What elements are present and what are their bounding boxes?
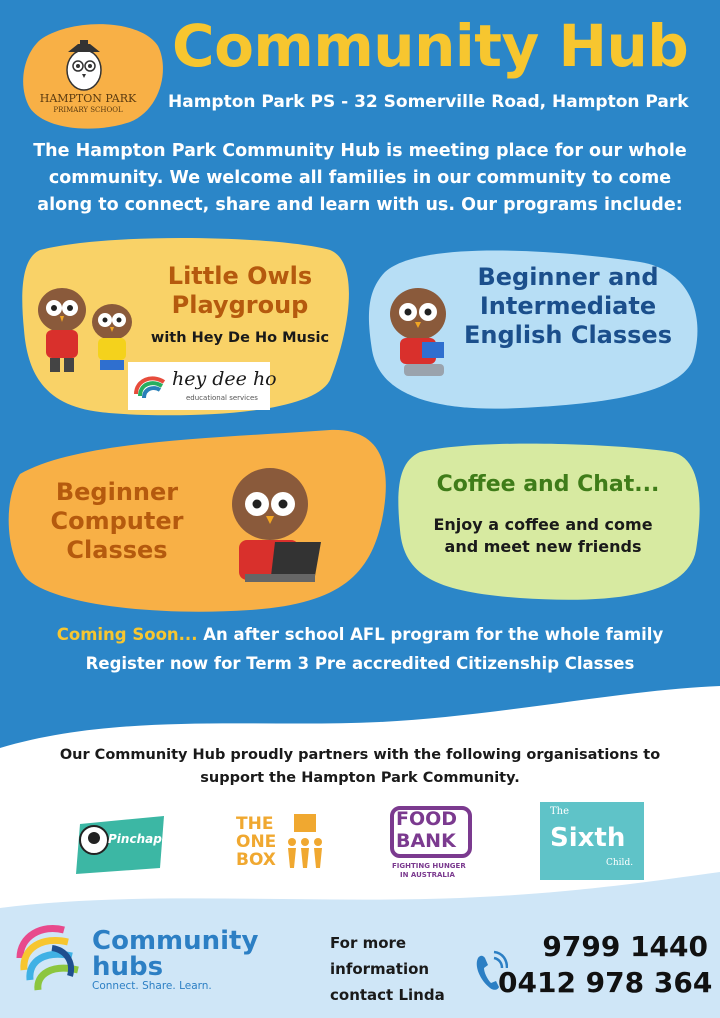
contact-info-line2: information [330, 960, 430, 978]
foodbank-tagline1: FIGHTING HUNGER [392, 862, 466, 870]
coffee-title: Coffee and Chat... [436, 472, 660, 497]
one-box-logo [232, 802, 328, 880]
one-box-line2: ONE [236, 832, 277, 852]
community-hubs-tagline: Connect. Share. Learn. [92, 980, 212, 992]
foodbank-tagline2: IN AUSTRALIA [400, 871, 455, 879]
coming-soon-line1 [20, 620, 700, 649]
playgroup-title: Little Owls Playgroup [167, 262, 313, 319]
page-title: Community Hub [172, 12, 689, 80]
contact-info-line1: For more [330, 934, 407, 952]
one-box-line1: THE [236, 814, 274, 834]
coffee-subtitle: Enjoy a coffee and come and meet new friends [433, 515, 653, 556]
phone-number-1[interactable]: 9799 1440 [542, 930, 708, 963]
community-hubs-name-line1: Community [92, 926, 259, 956]
phone-number-2[interactable]: 0412 978 364 [498, 966, 713, 999]
pinchapoo-logo [72, 802, 179, 880]
sixth-child-line1: The [550, 806, 570, 817]
hey-dee-ho-sub: educational services [186, 394, 258, 402]
school-logo-line1: HAMPTON PARK [39, 92, 137, 105]
school-logo [22, 22, 154, 122]
hey-dee-ho-logo [128, 362, 277, 410]
hey-dee-ho-text: hey dee ho [172, 368, 277, 390]
community-hubs-icon [12, 918, 88, 1000]
owl-reading-illustration [378, 280, 458, 388]
foodbank-logo [386, 802, 476, 880]
foodbank-line1: FOOD [396, 808, 458, 830]
one-box-line3: BOX [236, 850, 276, 870]
school-logo-line2: PRIMARY SCHOOL [53, 106, 123, 114]
playgroup-subtitle: with Hey De Ho Music [150, 330, 330, 346]
address-text: Hampton Park PS - 32 Somerville Road, Hampton Park [168, 92, 689, 112]
owl-computer-illustration [215, 456, 330, 596]
community-hubs-name-line2: hubs [92, 952, 164, 982]
coming-soon-section [20, 620, 700, 678]
sixth-child-logo [540, 802, 644, 880]
owl-pair-illustration [30, 280, 140, 380]
rainbow-icon [132, 368, 168, 404]
sixth-child-line3: Child. [606, 858, 634, 868]
computer-title: Beginner Computer Classes [50, 478, 184, 564]
coming-soon-text: An after school AFL program for the whole family [197, 625, 664, 644]
sixth-child-line2: Sixth [550, 823, 626, 853]
community-hubs-name [92, 928, 258, 980]
box-figures-icon [284, 810, 326, 872]
coming-soon-label: Coming Soon... [56, 625, 198, 644]
english-title: Beginner and Intermediate English Classes [463, 263, 672, 349]
contact-info-line3: contact Linda [330, 986, 445, 1004]
contact-info [330, 930, 470, 1008]
intro-text: The Hampton Park Community Hub is meeting place for our whole community. We welcome all families in our community to come along to connect, share and learn with us. Our programs include: [33, 141, 687, 215]
pinchapoo-name: Pinchapoo [108, 832, 179, 846]
coming-soon-line2: Register now for Term 3 Pre accredited Citizenship Classes [85, 654, 635, 673]
partners-text: Our Community Hub proudly partners with the following organisations to support the Hampton Park Community. [59, 747, 661, 786]
foodbank-line2: BANK [396, 830, 456, 852]
